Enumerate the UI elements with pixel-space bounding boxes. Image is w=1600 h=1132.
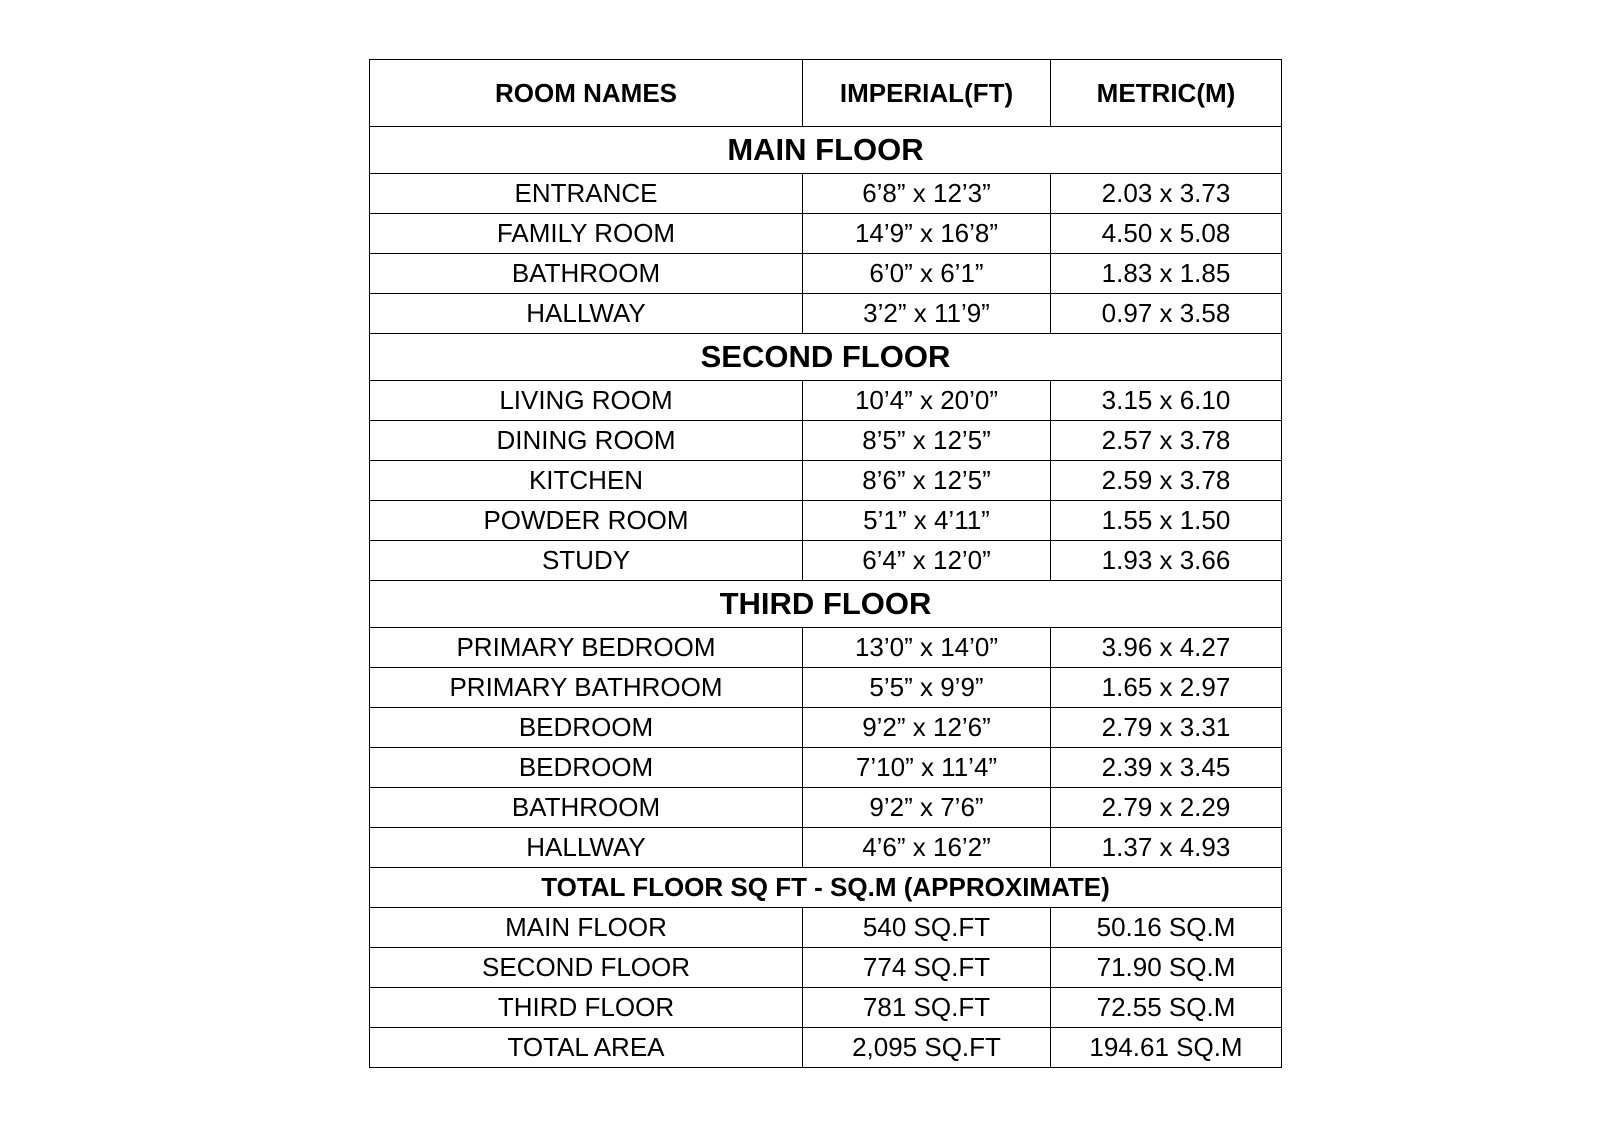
- header-room-names: ROOM NAMES: [370, 60, 803, 127]
- header-metric: METRIC(M): [1051, 60, 1282, 127]
- metric-cell: 71.90 SQ.M: [1051, 948, 1282, 988]
- imperial-cell: 8’6” x 12’5”: [803, 461, 1051, 501]
- table-row: [370, 421, 1282, 461]
- header-imperial: IMPERIAL(FT): [803, 60, 1051, 127]
- table-header-row: [370, 60, 1282, 127]
- metric-cell: 2.03 x 3.73: [1051, 174, 1282, 214]
- table-row: [370, 501, 1282, 541]
- imperial-cell: 10’4” x 20’0”: [803, 381, 1051, 421]
- room-name-cell: THIRD FLOOR: [370, 988, 803, 1028]
- metric-cell: 1.37 x 4.93: [1051, 828, 1282, 868]
- section-header-row: [370, 868, 1282, 908]
- metric-cell: 72.55 SQ.M: [1051, 988, 1282, 1028]
- table-row: [370, 1028, 1282, 1068]
- imperial-cell: 6’0” x 6’1”: [803, 254, 1051, 294]
- metric-cell: 2.59 x 3.78: [1051, 461, 1282, 501]
- imperial-cell: 6’8” x 12’3”: [803, 174, 1051, 214]
- room-name-cell: LIVING ROOM: [370, 381, 803, 421]
- room-name-cell: BATHROOM: [370, 788, 803, 828]
- room-name-cell: DINING ROOM: [370, 421, 803, 461]
- imperial-cell: 781 SQ.FT: [803, 988, 1051, 1028]
- table-row: [370, 461, 1282, 501]
- room-name-cell: HALLWAY: [370, 294, 803, 334]
- metric-cell: 2.39 x 3.45: [1051, 748, 1282, 788]
- table-row: [370, 174, 1282, 214]
- imperial-cell: 5’5” x 9’9”: [803, 668, 1051, 708]
- imperial-cell: 13’0” x 14’0”: [803, 628, 1051, 668]
- table-row: [370, 381, 1282, 421]
- table-row: [370, 668, 1282, 708]
- room-name-cell: POWDER ROOM: [370, 501, 803, 541]
- table-row: [370, 214, 1282, 254]
- section-title: THIRD FLOOR: [370, 581, 1282, 628]
- imperial-cell: 3’2” x 11’9”: [803, 294, 1051, 334]
- table-row: [370, 254, 1282, 294]
- section-header-row: [370, 127, 1282, 174]
- room-name-cell: TOTAL AREA: [370, 1028, 803, 1068]
- table-row: [370, 788, 1282, 828]
- room-name-cell: HALLWAY: [370, 828, 803, 868]
- metric-cell: 2.79 x 3.31: [1051, 708, 1282, 748]
- section-title: MAIN FLOOR: [370, 127, 1282, 174]
- room-name-cell: BEDROOM: [370, 708, 803, 748]
- imperial-cell: 9’2” x 7’6”: [803, 788, 1051, 828]
- metric-cell: 194.61 SQ.M: [1051, 1028, 1282, 1068]
- metric-cell: 1.65 x 2.97: [1051, 668, 1282, 708]
- table-row: [370, 628, 1282, 668]
- metric-cell: 2.79 x 2.29: [1051, 788, 1282, 828]
- section-header-row: [370, 334, 1282, 381]
- table-row: [370, 708, 1282, 748]
- room-name-cell: SECOND FLOOR: [370, 948, 803, 988]
- room-name-cell: FAMILY ROOM: [370, 214, 803, 254]
- imperial-cell: 14’9” x 16’8”: [803, 214, 1051, 254]
- room-name-cell: KITCHEN: [370, 461, 803, 501]
- imperial-cell: 7’10” x 11’4”: [803, 748, 1051, 788]
- metric-cell: 3.96 x 4.27: [1051, 628, 1282, 668]
- section-title: TOTAL FLOOR SQ FT - SQ.M (APPROXIMATE): [370, 868, 1282, 908]
- metric-cell: 2.57 x 3.78: [1051, 421, 1282, 461]
- table-row: [370, 988, 1282, 1028]
- imperial-cell: 5’1” x 4’11”: [803, 501, 1051, 541]
- imperial-cell: 8’5” x 12’5”: [803, 421, 1051, 461]
- metric-cell: 1.93 x 3.66: [1051, 541, 1282, 581]
- imperial-cell: 9’2” x 12’6”: [803, 708, 1051, 748]
- room-name-cell: STUDY: [370, 541, 803, 581]
- metric-cell: 0.97 x 3.58: [1051, 294, 1282, 334]
- metric-cell: 1.83 x 1.85: [1051, 254, 1282, 294]
- table-row: [370, 541, 1282, 581]
- table-row: [370, 948, 1282, 988]
- room-dimensions-table: [369, 59, 1282, 1068]
- room-name-cell: PRIMARY BEDROOM: [370, 628, 803, 668]
- metric-cell: 50.16 SQ.M: [1051, 908, 1282, 948]
- room-name-cell: ENTRANCE: [370, 174, 803, 214]
- imperial-cell: 774 SQ.FT: [803, 948, 1051, 988]
- table-row: [370, 828, 1282, 868]
- imperial-cell: 540 SQ.FT: [803, 908, 1051, 948]
- metric-cell: 3.15 x 6.10: [1051, 381, 1282, 421]
- imperial-cell: 2,095 SQ.FT: [803, 1028, 1051, 1068]
- room-name-cell: MAIN FLOOR: [370, 908, 803, 948]
- imperial-cell: 6’4” x 12’0”: [803, 541, 1051, 581]
- metric-cell: 1.55 x 1.50: [1051, 501, 1282, 541]
- section-header-row: [370, 581, 1282, 628]
- room-name-cell: BEDROOM: [370, 748, 803, 788]
- table-row: [370, 908, 1282, 948]
- metric-cell: 4.50 x 5.08: [1051, 214, 1282, 254]
- room-name-cell: BATHROOM: [370, 254, 803, 294]
- room-name-cell: PRIMARY BATHROOM: [370, 668, 803, 708]
- section-title: SECOND FLOOR: [370, 334, 1282, 381]
- table-row: [370, 294, 1282, 334]
- table-row: [370, 748, 1282, 788]
- imperial-cell: 4’6” x 16’2”: [803, 828, 1051, 868]
